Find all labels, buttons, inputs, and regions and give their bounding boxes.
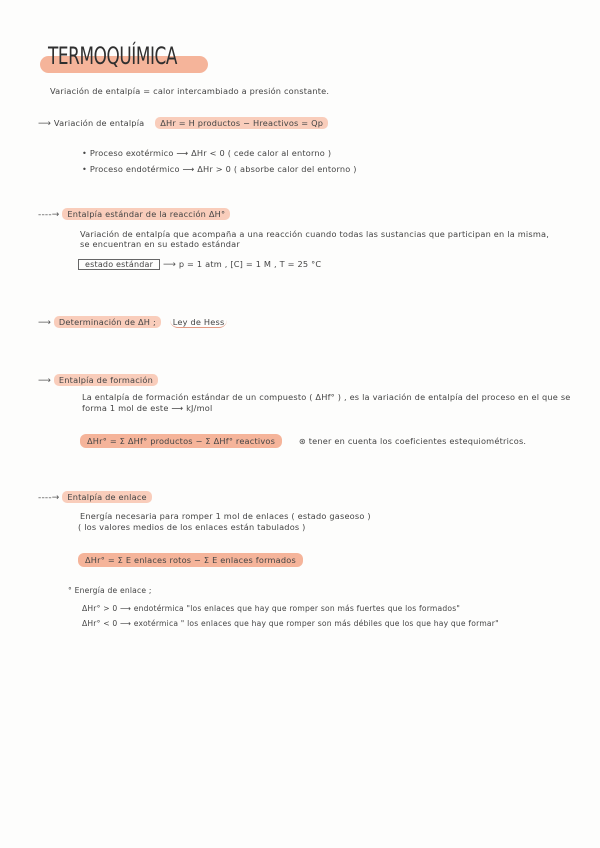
section-label: Entalpía de enlace (62, 491, 151, 503)
page-title: TERMOQUÍMICA (48, 42, 178, 70)
hess-law-label: Ley de Hess (170, 317, 228, 328)
formation-formula: ΔHr° = Σ ΔHf° productos − Σ ΔHf° reactivos (80, 434, 282, 448)
section-formacion (38, 375, 158, 386)
arrow-icon: ⟶ (38, 318, 52, 328)
arrow-icon: ----→ (38, 210, 60, 220)
arrow-icon: ⟶ (38, 376, 52, 386)
standard-state-box: estado estándar (78, 259, 160, 270)
arrow-icon: ⟶ (38, 119, 52, 129)
formula-highlight: ΔHr = H productos − Hreactivos = Qp (155, 117, 328, 129)
section-label: Determinación de ΔH ; (54, 316, 161, 328)
section-label: Variación de entalpía (53, 118, 145, 128)
bond-energy-heading: ° Energía de enlace ; (68, 586, 152, 595)
arrow-icon: ----→ (38, 493, 60, 503)
intro-text: Variación de entalpía = calor intercambiado a presión constante. (50, 86, 330, 96)
description-line: forma 1 mol de este ⟶ kJ/mol (82, 403, 213, 413)
stoichiometry-note: ⊛ tener en cuenta los coeficientes estequiométricos. (298, 436, 527, 446)
description-line: Energía necesaria para romper 1 mol de enlaces ( estado gaseoso ) (80, 511, 371, 521)
list-item: ΔHr° > 0 ⟶ endotérmica "los enlaces que hay que romper son más fuertes que los formados" (82, 604, 461, 613)
section-enlace (38, 492, 152, 503)
list-item: • Proceso exotérmico ⟶ ΔHr < 0 ( cede calor al entorno ) (82, 148, 332, 158)
standard-conditions: p = 1 atm , [C] = 1 M , T = 25 °C (178, 259, 322, 269)
section-label: Entalpía estándar de la reacción ΔH° (62, 208, 230, 220)
bond-formula-row (78, 555, 303, 565)
description-line: Variación de entalpía que acompaña a una reacción cuando todas las sustancias que participan en la misma, (80, 229, 550, 239)
section-determinacion (38, 317, 227, 328)
section-variacion (38, 118, 328, 129)
formation-formula-row (80, 436, 526, 446)
arrow-icon: ⟶ (162, 260, 177, 270)
list-item: ΔHr° < 0 ⟶ exotérmica " los enlaces que hay que romper son más débiles que los que hay que formar" (82, 619, 499, 628)
standard-state-row (78, 259, 321, 270)
section-entalpia-estandar (38, 209, 230, 220)
section-label: Entalpía de formación (54, 374, 158, 386)
description-line: se encuentran en su estado estándar (80, 239, 240, 249)
description-line: ( los valores medios de los enlaces están tabulados ) (78, 522, 306, 532)
list-item: • Proceso endotérmico ⟶ ΔHr > 0 ( absorbe calor del entorno ) (82, 164, 357, 174)
description-line: La entalpía de formación estándar de un compuesto ( ΔHf° ) , es la variación de entalpía del proceso en el que se (82, 392, 571, 402)
bond-formula: ΔHr° = Σ E enlaces rotos − Σ E enlaces formados (78, 553, 303, 567)
